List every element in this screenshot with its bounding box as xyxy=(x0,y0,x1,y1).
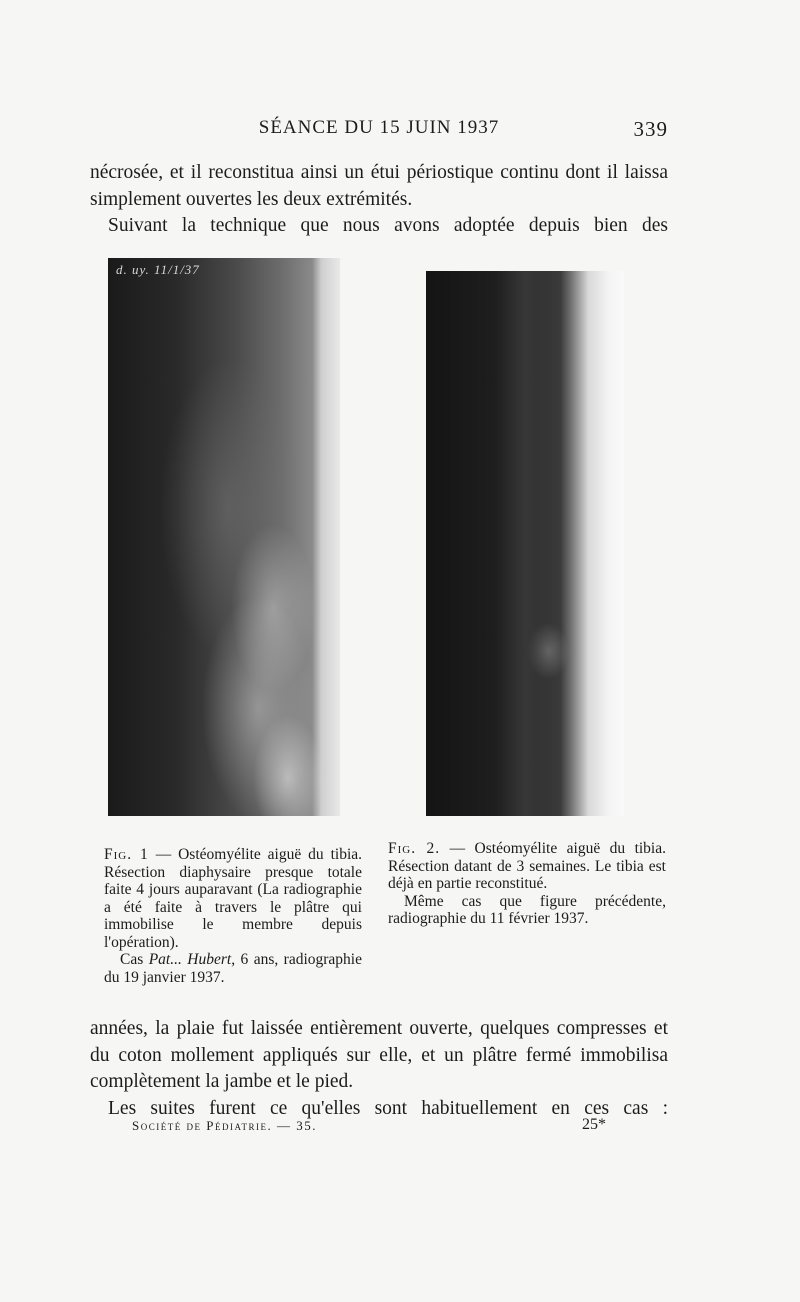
printer-signature-mark: 25* xyxy=(582,1116,606,1133)
figure-1-caption-text: — Ostéomyélite aiguë du tibia. Résection diaphysaire presque totale faite 4 jours auparavant (La radiographie a été faite à travers le plâtre qui immobilise le membre depuis l'opération). xyxy=(104,846,363,951)
paragraph-outcome: Les suites furent ce qu'elles sont habituellement en ces cas : xyxy=(108,1097,668,1119)
paragraph-continued: nécrosée, et il reconstitua ainsi un étui périostique continu dont il laissa simplement ouvertes les deux extrémités. xyxy=(90,162,668,210)
society-signature: Société de Pédiatrie. — 35. xyxy=(132,1118,317,1133)
figure-1-caption xyxy=(104,846,362,986)
case-name: Pat... Hubert xyxy=(148,951,232,968)
paragraph-technique: Suivant la technique que nous avons adoptée depuis bien des xyxy=(108,215,668,236)
figure-1-caption-case xyxy=(104,951,362,986)
case-prefix: Cas xyxy=(120,951,149,968)
figure-2-caption-main xyxy=(388,840,666,893)
bottom-body-text xyxy=(90,1016,668,1122)
figure-1-radiograph xyxy=(108,258,340,816)
page-footer xyxy=(132,1116,612,1140)
figure-2-caption-continued: Même cas que figure précédente, radiographie du 11 février 1937. xyxy=(388,892,666,927)
paragraph-wound: années, la plaie fut laissée entièrement ouverte, quelques compresses et du coton mollement appliqués sur elle, et un plâtre fermé immobilisa complètement la jambe et le pied. xyxy=(90,1018,668,1092)
case-details: , 6 ans, radiographie du 19 janvier 1937. xyxy=(104,951,362,986)
top-body-text xyxy=(90,160,668,240)
figure-1-handwriting: d. uy. 11/1/37 xyxy=(116,262,200,277)
page-number: 339 xyxy=(633,117,668,141)
figure-2-caption xyxy=(388,840,666,928)
figure-2-label: Fig. 2. xyxy=(388,840,441,857)
tibia-shaft-shading xyxy=(496,271,556,816)
figure-2-caption-text: — Ostéomyélite aiguë du tibia. Résection datant de 3 semaines. Le tibia est déjà en partie reconstitué. xyxy=(388,840,666,892)
header-title: SÉANCE DU 15 JUIN 1937 xyxy=(258,117,500,138)
figure-2-radiograph xyxy=(426,271,624,816)
figure-1-caption-main xyxy=(104,846,362,951)
running-head xyxy=(90,117,668,145)
figure-1-label: Fig. 1 xyxy=(104,846,149,863)
